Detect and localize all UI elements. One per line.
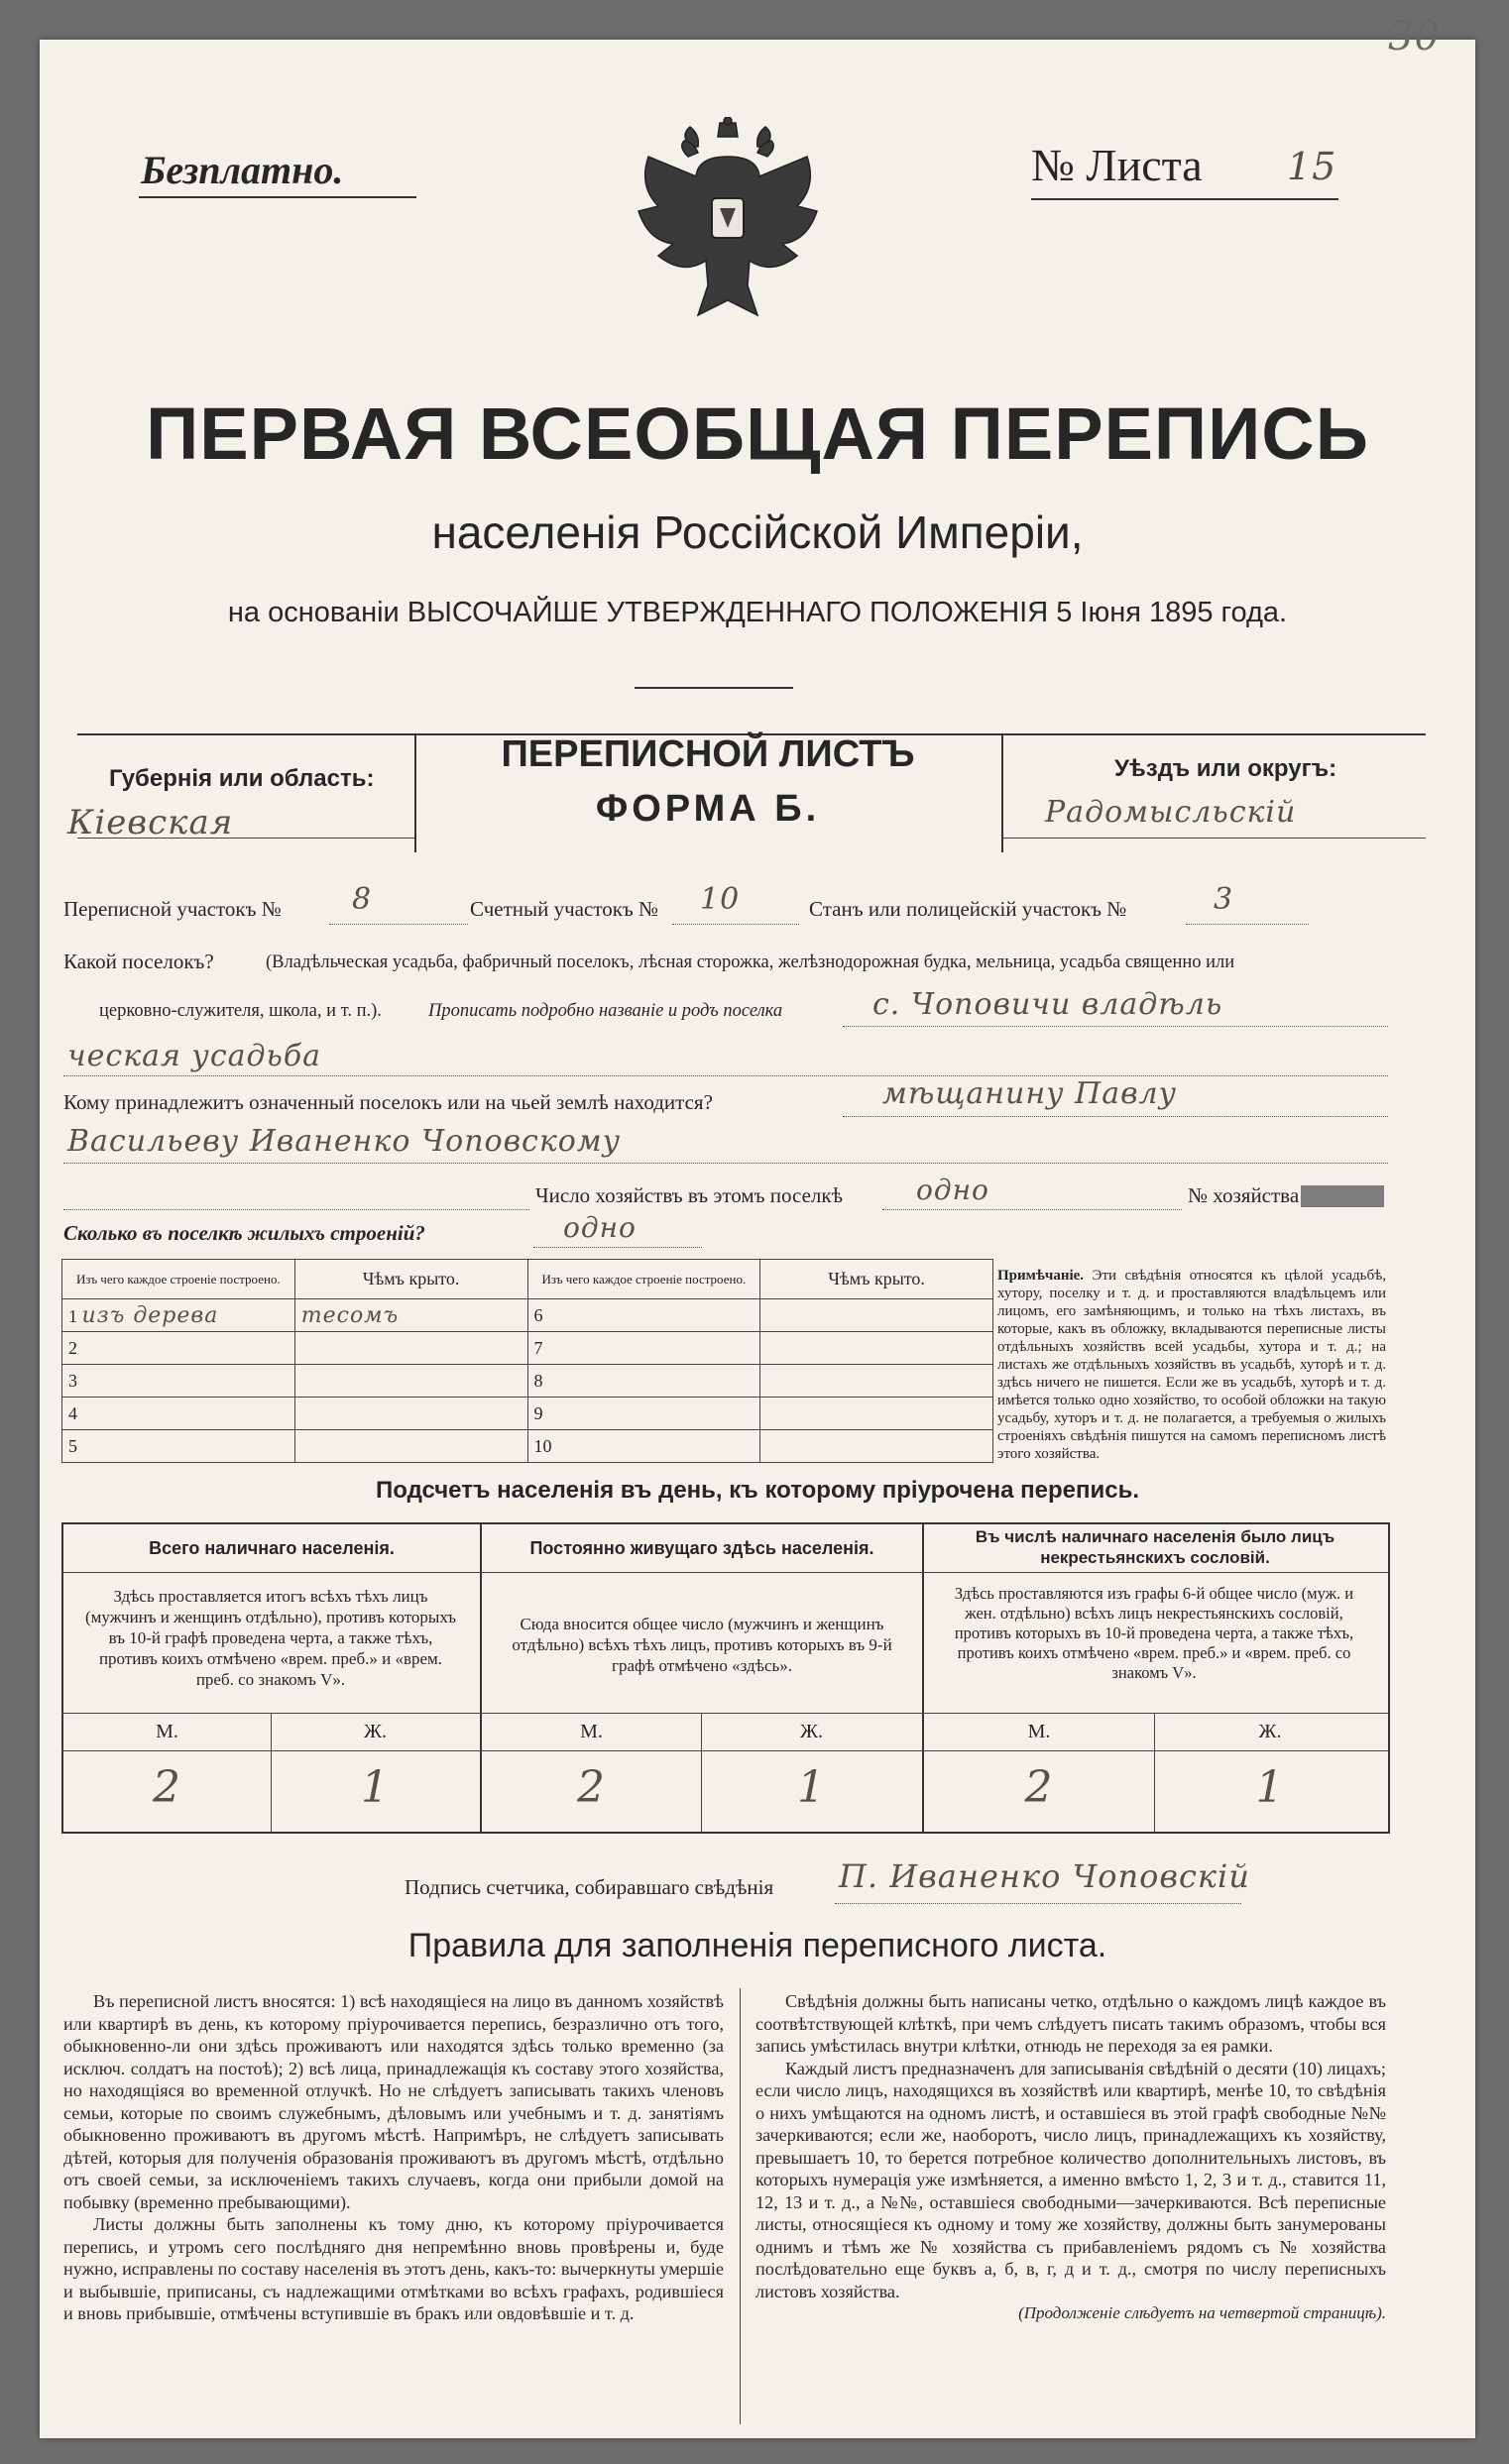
owner-value-line2: Васильеву Иваненко Чоповскому [67,1124,622,1159]
settlement-hint: (Владѣльческая усадьба, фабричный поселокъ, лѣсная сторожка, желѣзнодорожная будка, мельница, усадьба священно или [266,952,1235,972]
sheet-number-value: 15 [1287,145,1337,188]
uezd-value: Радомысльскій [1045,795,1297,830]
buildings-label: Сколько въ поселкѣ жилыхъ строеній? [63,1221,425,1245]
stan-label: Станъ или полицейскій участокъ № [809,897,1127,921]
col2-f-value: 1 [797,1762,826,1813]
free-label: Безплатно. [141,148,344,192]
note [997,1267,1386,1463]
archive-number: 30 [1388,14,1441,59]
col3-head: Въ числѣ наличнаго населенія было лицъ некрестьянскихъ сословій. [975,1527,1335,1567]
owner-label: Кому принадлежитъ означенный поселокъ или на чьей землѣ находится? [63,1090,713,1114]
sheet-title: ПЕРЕПИСНОЙ ЛИСТЪ [501,733,915,775]
col-material-left: Изъ чего каждое строеніе построено. [62,1260,295,1299]
col1-f-label: Ж. [364,1721,387,1742]
census-district-label: Переписной участокъ № [63,897,282,921]
col1-text: Здѣсь проставляется итогъ всѣхъ тѣхъ лицъ (мужчинъ и женщинъ отдѣльно), противъ которыхъ въ 10-й графѣ проведена черта, а также тѣхъ, противъ коихъ отмѣчено «врем. преб.» и «врем. преб. со знакомъ V». [85,1587,456,1689]
col1-head: Всего наличнаго населенія. [149,1538,395,1558]
rules-left-p2: Листы должны быть заполнены къ тому дню, къ которому пріурочивается перепись, и утромъ сего послѣдняго дня непремѣнно вновь провѣрены и, буде нужно, исправлены по составу населенія въ этотъ день, какъ-то: вычеркнуты умершіе и выбывшіе, приписаны, съ надлежащими отмѣтками во всѣхъ графахъ, родившіеся и вновь прибывшіе, отмѣчены вступившіе въ бракъ или овдовѣвшіе и т. д. [63,2214,725,2323]
guberniya-label: Губернія или область: [109,765,375,792]
col2-head: Постоянно живущаго здѣсь населенія. [529,1538,874,1558]
col3-m-label: М. [1027,1721,1051,1742]
stan-value: 3 [1214,882,1234,917]
census-title: ПЕРВАЯ ВСЕОБЩАЯ ПЕРЕПИСЬ [146,392,1369,475]
uezd-label: Уѣздъ или округъ: [1114,755,1337,782]
rules-right-column [755,1990,1386,2325]
rules-right-p2: Каждый листъ предназначенъ для записыванія свѣдѣній о десяти (10) лицахъ; если число лицъ, находящихся въ хозяйствѣ или квартирѣ, менѣе 10, то свѣдѣнія о нихъ умѣщаются на одномъ листѣ, и оставшіеся въ этой графѣ свободные №№ зачеркиваются; если же, наоборотъ, число лицъ, принадлежащихъ къ хозяйству, превышаетъ 10, то берется потребное количество дополнительныхъ листовъ, въ которыхъ нумерація уже измѣняется, а именно вмѣсто 1, 2, 3 и т. д., ставится 11, 12, 13 и т. д., а №№, оставшіеся свободными—зачеркиваются. Всѣ переписные листы, относящіеся къ одному и тому же хозяйству, должны быть занумерованы однимъ и тѣмъ же № хозяйства съ прибавленіемъ рядомъ съ № хозяйства послѣдовательно еще буквъ а, б, в, г, д и т. д., смотря по числу переписныхъ листовъ хозяйства. [755,2058,1386,2301]
signature-label: Подпись счетчика, собиравшаго свѣдѣнія [405,1875,774,1899]
form-name: ФОРМА Б. [595,788,821,830]
households-value: одно [916,1174,989,1206]
col-material-right: Изъ чего каждое строеніе построено. [527,1260,760,1299]
col-roof-left: Чѣмъ крыто. [294,1260,527,1299]
rules-title: Правила для заполненія переписного листа. [407,1927,1107,1964]
col1-m-label: М. [156,1721,178,1742]
table-row: 3 8 [62,1365,993,1398]
guberniya-value: Кіевская [67,803,234,842]
settlement-value-line2: ческая усадьба [67,1039,322,1073]
roof-cell: тесомъ [294,1299,527,1332]
table-row: 1 изъ дерева тесомъ 6 [62,1299,993,1332]
material-cell: изъ дерева [81,1302,219,1328]
rules-continued: (Продолженіе слѣдуетъ на четвертой страницѣ). [1018,2303,1386,2322]
col3-f-label: Ж. [1258,1721,1282,1742]
col-roof-right: Чѣмъ крыто. [760,1260,993,1299]
note-text: Эти свѣдѣнія относятся къ цѣлой усадьбѣ, хутору, поселку и т. д. и проставляются владѣльцемъ или лицомъ, его замѣняющимъ, и только на тѣхъ листахъ, въ которые, какъ въ обложку, вкладываются переписные листы отдѣльныхъ хозяйствъ всей усадьбы, хутора и т. д.; на листахъ же отдѣльныхъ хозяйствъ въ усадьбѣ, хуторѣ и т. д. здѣсь ничего не пишется. Если же въ усадьбѣ, хуторѣ и т. д. имѣется только одно хозяйство, то особой обложки на такую усадьбу, хуторъ и т. д. не полагается, а требуемыя о жилыхъ строеніяхъ свѣдѣнія пишутся на самомъ переписномъ листѣ этого хозяйства. [997,1268,1387,1462]
census-district-value: 8 [352,882,373,917]
census-sheet [40,14,1475,2438]
count-district-value: 10 [700,882,741,917]
census-basis: на основаніи ВЫСОЧАЙШЕ УТВЕРЖДЕННАГО ПОЛОЖЕНІЯ 5 Іюня 1895 года. [227,597,1288,628]
table-row: 2 7 [62,1332,993,1365]
col2-m-value: 2 [577,1762,606,1813]
households-label: Число хозяйствъ въ этомъ поселкѣ [535,1183,843,1207]
settlement-hint-3: Прописать подробно названіе и родъ поселка [428,1001,783,1021]
count-district-label: Счетный участокъ № [470,897,659,921]
double-headed-eagle-emblem [629,117,827,345]
rules-left-column [63,1990,724,2325]
census-subtitle: населенія Россійской Имперіи, [431,506,1084,558]
note-label: Примѣчаніе. [997,1268,1085,1284]
sheet-number-label: № Листа [1031,140,1203,190]
buildings-table [61,1259,993,1463]
table-row: 4 9 [62,1398,993,1430]
population-title: Подсчетъ населенія въ день, къ которому пріурочена перепись. [376,1477,1139,1504]
col2-text: Сюда вносится общее число (мужчинъ и женщинъ отдѣльно) всѣхъ тѣхъ лицъ, противъ которыхъ въ 9-й графѣ отмѣчено «здѣсь». [512,1615,892,1675]
household-number-label: № хозяйства [1188,1183,1300,1207]
rules-right-p1: Свѣдѣнія должны быть написаны четко, отдѣльно о каждомъ лицѣ каждое въ соотвѣтствующей клѣткѣ, при чемъ слѣдуетъ писать такимъ образомъ, чтобы вся запись умѣстилась внутри клѣтки, отнюдь не переходя за ея рамки. [755,1991,1386,2056]
owner-value-line1: мѣщанину Павлу [882,1076,1178,1111]
col2-f-label: Ж. [800,1721,823,1742]
col3-m-value: 2 [1024,1762,1054,1813]
buildings-value: одно [563,1211,637,1244]
col1-m-value: 2 [153,1762,181,1813]
settlement-hint-2: церковно-служителя, школа, и т. п.). [99,1001,382,1021]
household-number-redaction [1301,1185,1384,1207]
table-row: 5 10 [62,1430,993,1463]
settlement-label: Какой поселокъ? [63,950,214,973]
col1-f-value: 1 [361,1762,390,1813]
col3-f-value: 1 [1255,1762,1285,1813]
rules-left-p1: Въ переписной листъ вносятся: 1) всѣ находящіеся на лицо въ данномъ хозяйствѣ или квартирѣ въ день, къ которому пріурочивается перепись, безразлично отъ того, обыкновенно-ли они здѣсь проживаютъ или находятся здѣсь только временно (за исключ. солдатъ на постоѣ); 2) всѣ лица, принадлежащія къ составу этого хозяйства, но находящіяся во временной отлучкѣ. Но не слѣдуетъ записывать такихъ членовъ семьи, которые по своимъ служебнымъ, дѣловымъ или учебнымъ и т. д. занятіямъ обыкновенно проживаютъ въ другомъ мѣстѣ. Напримѣръ, не слѣдуетъ записывать дѣтей, которыя для полученія образованія проживаютъ въ другомъ мѣстѣ, отдѣльно отъ своей семьи, за исключеніемъ такихъ случаевъ, когда они прибыли домой на побывку (временно пребывающими). [63,1991,724,2212]
enumerator-signature: П. Иваненко Чоповскій [839,1857,1250,1895]
col2-m-label: М. [580,1721,603,1742]
settlement-value-line1: с. Чоповичи владѣль [872,987,1223,1022]
col3-text: Здѣсь проставляются изъ графы 6-й общее число (муж. и жен. отдѣльно) всѣхъ лицъ некрестьянскихъ сословій, противъ которыхъ въ 10-й проведена черта, а также тѣхъ, противъ коихъ отмѣчено «врем. преб.» и «врем. преб. со знакомъ V». [954,1584,1354,1682]
